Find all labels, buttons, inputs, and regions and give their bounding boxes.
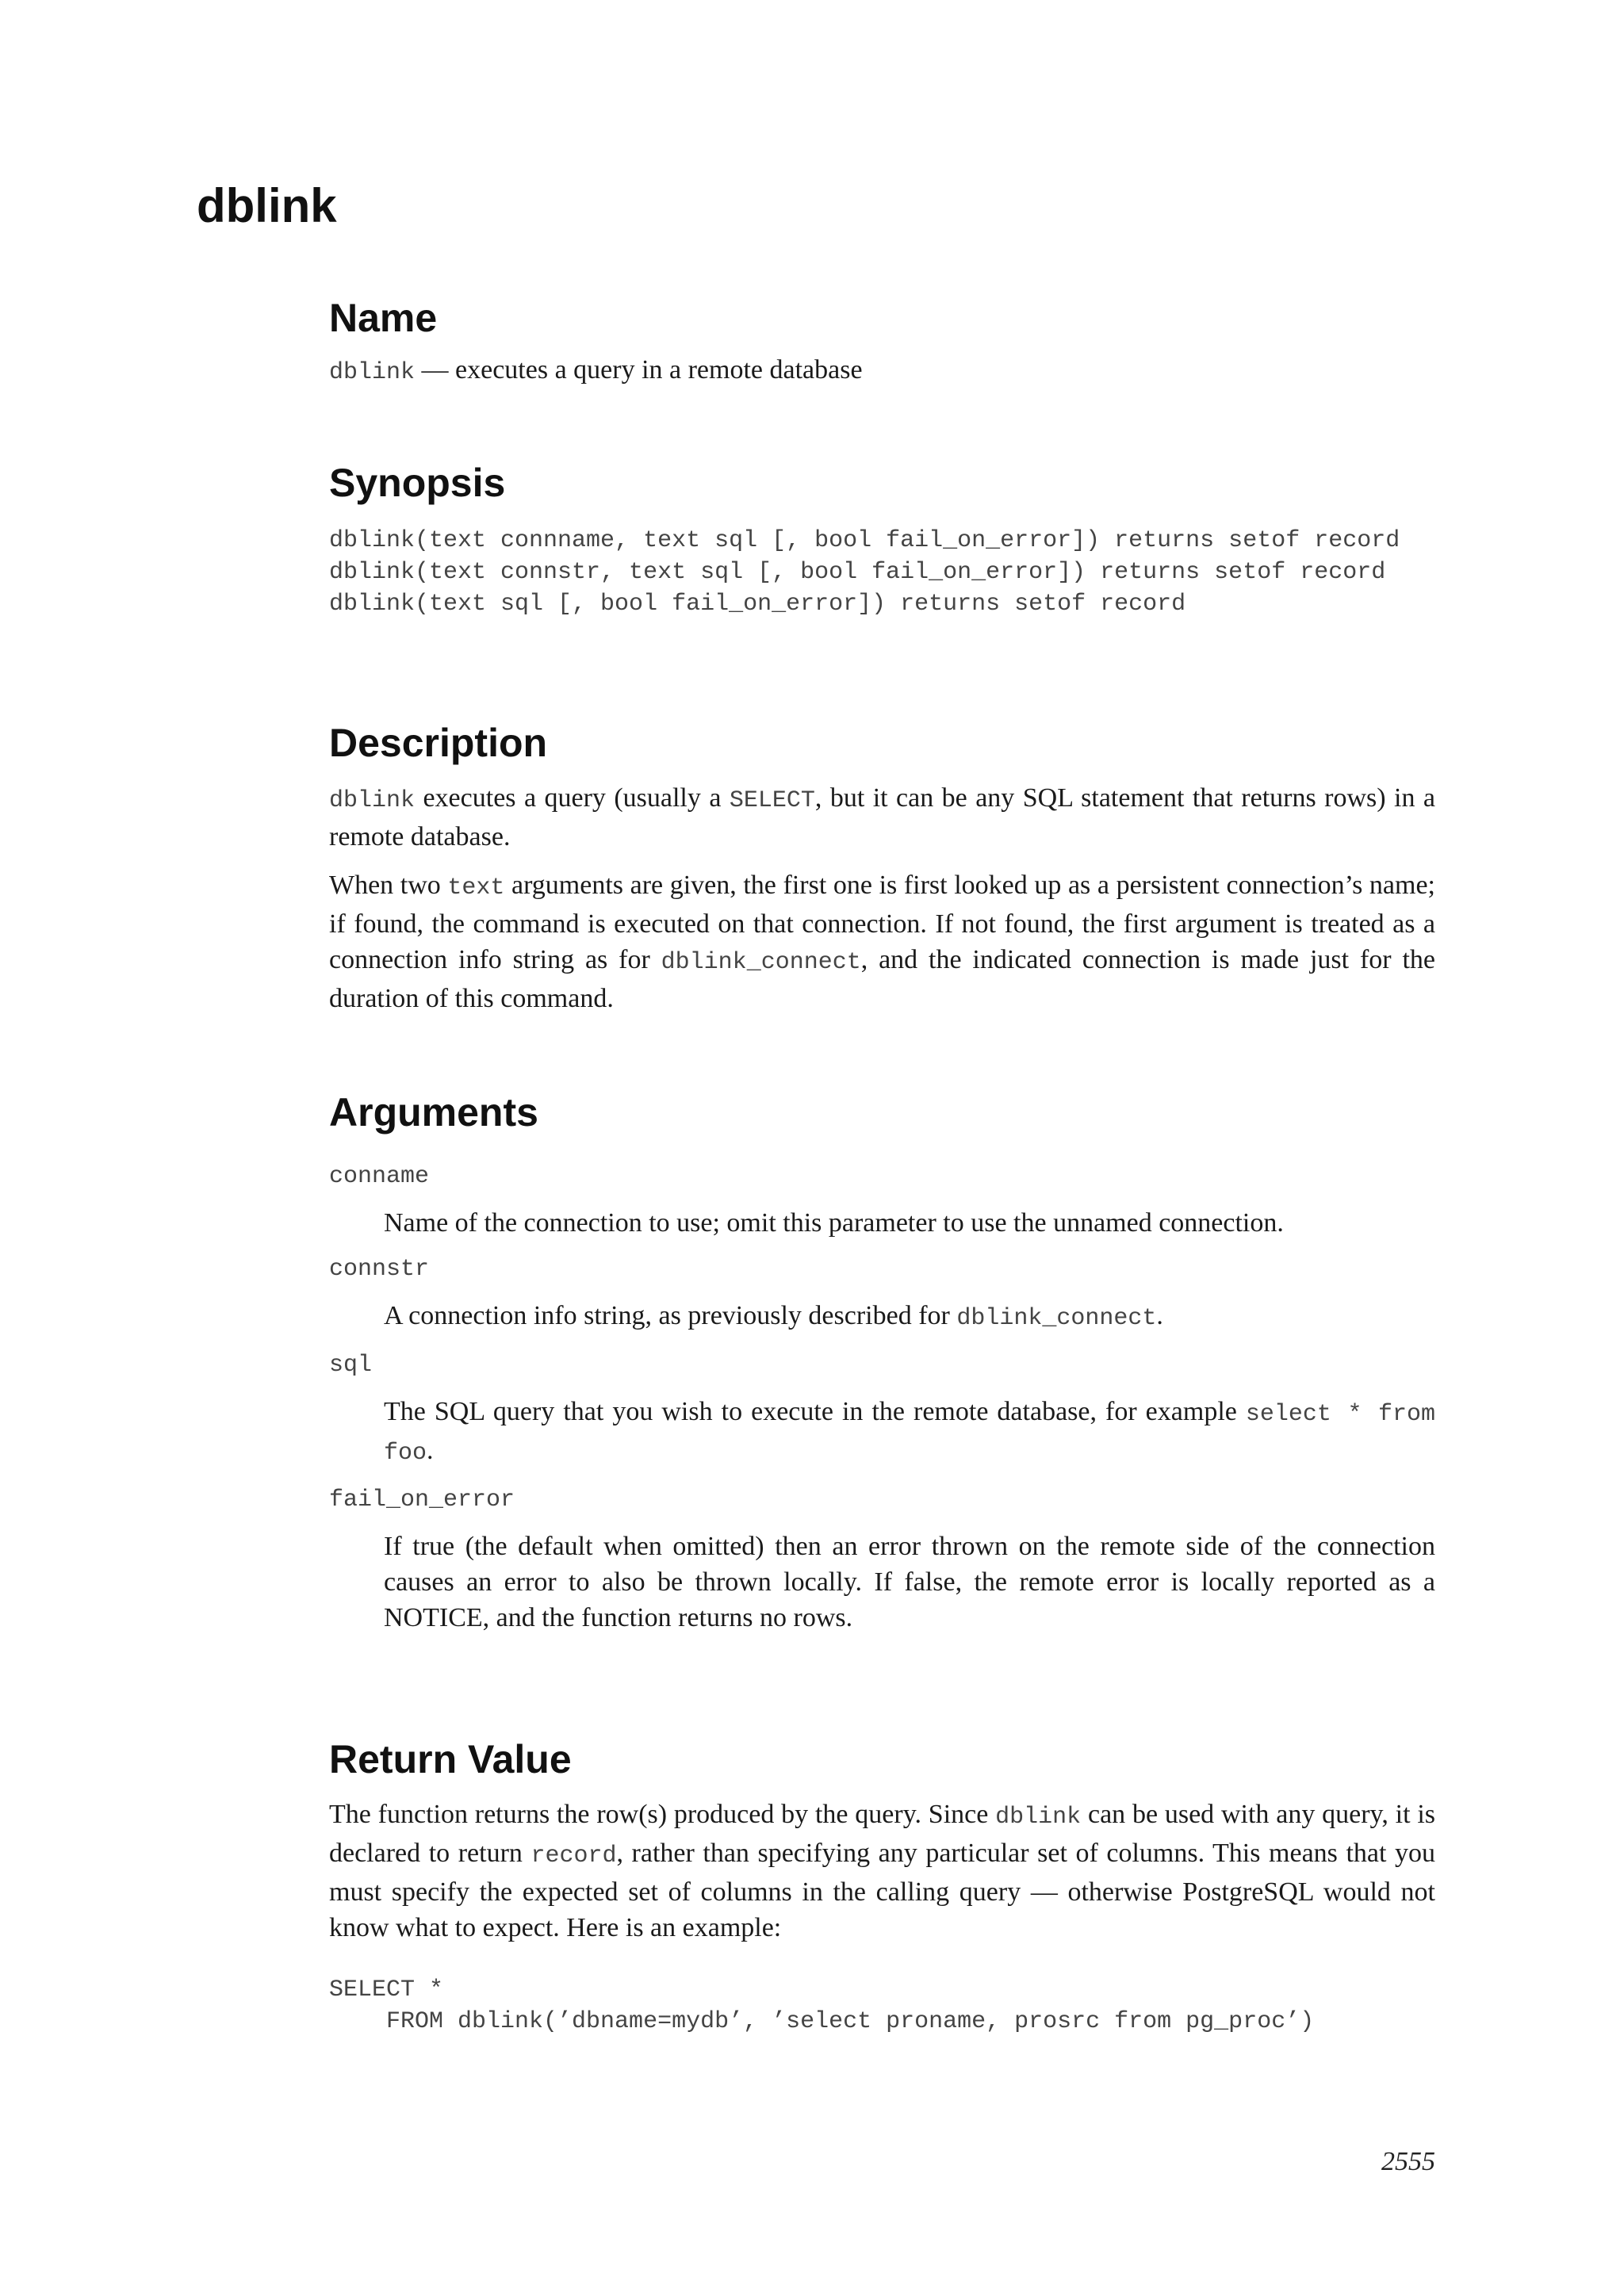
argument-term-conname: conname xyxy=(329,1163,430,1190)
function-name: dblink xyxy=(329,359,416,386)
return-value-section xyxy=(329,1735,1435,2038)
argument-desc-conname: Name of the connection to use; omit this parameter to use the unnamed connection. xyxy=(384,1208,1284,1238)
name-line: dblink — executes a query in a remote database xyxy=(329,355,863,386)
name-heading: Name xyxy=(329,296,438,340)
description-paragraph-2: When two text arguments are given, the first one is first looked up as a persistent connection’s name; if found, the command is executed on that connection. If not found, the first argument is treated as a connection info string as for dblink_connect, and the indicated connection is made just for the duration of this command. xyxy=(329,871,1435,1013)
arguments-heading: Arguments xyxy=(329,1090,538,1135)
page-title: dblink xyxy=(197,179,337,232)
description-section xyxy=(329,718,1435,1016)
name-section xyxy=(329,293,1435,391)
page-number: 2555 xyxy=(1381,2147,1435,2176)
argument-term-connstr: connstr xyxy=(329,1256,430,1283)
argument-desc-fail-on-error: If true (the default when omitted) then an error thrown on the remote side of the connection causes an error to also be thrown locally. If false, the remote error is locally reported as a NOTICE, and the function returns no rows. xyxy=(384,1532,1435,1632)
example-code: SELECT * FROM dblink(’dbname=mydb’, ’select proname, prosrc from pg_proc’) xyxy=(329,1976,1315,2035)
return-value-paragraph: The function returns the row(s) produced by the query. Since dblink can be used with any query, it is declared to return record, rather than specifying any particular set of columns. This means that you must specify the expected set of columns in the calling query — otherwise PostgreSQL would not know what to expect. Here is an example: xyxy=(329,1800,1435,1942)
arguments-section xyxy=(329,1088,1435,1636)
argument-desc-sql: The SQL query that you wish to execute in the remote database, for example select * from foo. xyxy=(384,1397,1435,1467)
synopsis-heading: Synopsis xyxy=(329,461,506,505)
argument-desc-connstr: A connection info string, as previously described for dblink_connect. xyxy=(384,1301,1163,1332)
description-heading: Description xyxy=(329,721,548,765)
return-value-heading: Return Value xyxy=(329,1737,572,1781)
synopsis-code: dblink(text connname, text sql [, bool fail_on_error]) returns setof record dblink(text connstr, text sql [, bool fail_on_error]) returns setof record dblink(text sql [, bool fail_on_error]) returns setof record xyxy=(329,527,1400,618)
description-paragraph-1: dblink executes a query (usually a SELECT, but it can be any SQL statement that returns rows) in a remote database. xyxy=(329,783,1435,851)
argument-term-fail-on-error: fail_on_error xyxy=(329,1487,515,1513)
synopsis-section xyxy=(329,458,1435,620)
argument-term-sql: sql xyxy=(329,1352,373,1379)
